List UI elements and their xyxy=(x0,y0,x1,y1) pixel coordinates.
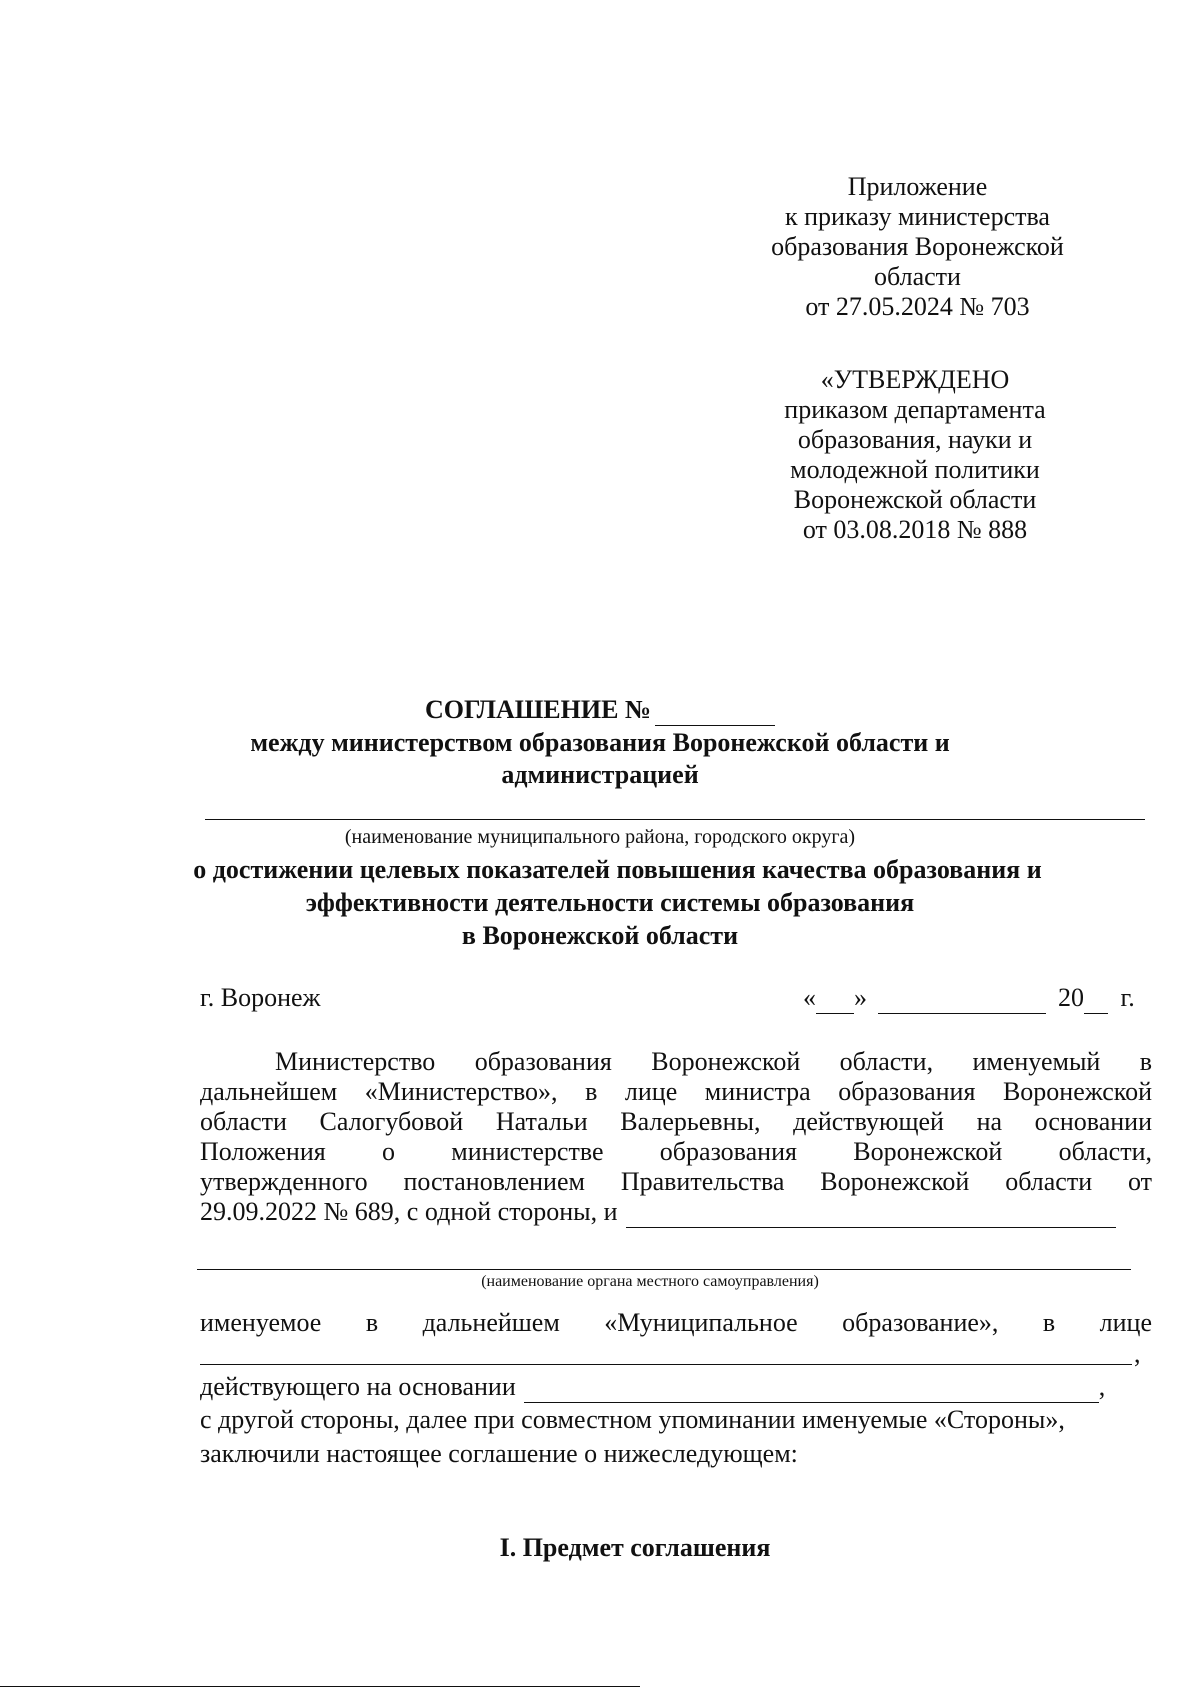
attachment-line: Приложение xyxy=(847,172,988,201)
named-line: именуемое в дальнейшем «Муниципальное образование», в лице xyxy=(200,1308,1152,1337)
acting-basis-comma: , xyxy=(1098,1372,1106,1401)
year-suffix: г. xyxy=(1120,983,1135,1012)
date-open-quote: « xyxy=(803,983,816,1012)
approved-block xyxy=(740,365,1090,545)
representative-comma: , xyxy=(1134,1339,1141,1368)
agreement-subject-line: эффективности деятельности системы образования xyxy=(305,888,915,917)
paragraph-last-text: 29.09.2022 № 689, с одной стороны, и xyxy=(200,1197,618,1226)
agreement-subject-line: в Воронежской области xyxy=(461,921,739,950)
acting-basis-line xyxy=(200,1372,1105,1403)
agreement-title xyxy=(300,695,900,726)
day-blank xyxy=(816,983,854,1014)
authority-name-caption: (наименование органа местного самоуправления) xyxy=(481,1273,819,1290)
date-close-quote: » xyxy=(854,983,867,1012)
paragraph-last-line xyxy=(200,1197,1152,1228)
section-title: I. Предмет соглашения xyxy=(499,1533,771,1562)
agreement-administration-line: администрацией xyxy=(501,760,699,789)
city-label: г. Воронеж xyxy=(200,983,321,1012)
agreement-heading: СОГЛАШЕНИЕ № xyxy=(424,695,652,724)
attachment-line: к приказу министерства xyxy=(785,202,1050,231)
paragraph-line: утвержденного постановлением Правительства Воронежской области от xyxy=(200,1167,1152,1196)
paragraph-line: Министерство образования Воронежской области, именуемый в xyxy=(275,1047,1152,1076)
authority-name-underline xyxy=(197,1269,1131,1270)
attachment-line: образования Воронежской xyxy=(771,232,1064,261)
concluded-line: заключили настоящее соглашение о нижеследующем: xyxy=(200,1439,798,1468)
approved-line: образования, науки и xyxy=(797,425,1033,454)
municipal-name-caption: (наименование муниципального района, городского округа) xyxy=(344,826,856,848)
agreement-subject-line: о достижении целевых показателей повышения качества образования и xyxy=(193,855,1042,884)
representative-underline xyxy=(200,1364,1132,1365)
date-line xyxy=(803,983,1135,1014)
municipal-name-underline xyxy=(205,819,1145,820)
attachment-block xyxy=(740,172,1095,322)
year-prefix: 20 xyxy=(1058,983,1084,1012)
paragraph-line: области Салогубовой Натальи Валерьевны, действующей на основании xyxy=(200,1107,1152,1136)
approved-line: от 03.08.2018 № 888 xyxy=(802,515,1028,544)
attachment-line: от 27.05.2024 № 703 xyxy=(805,292,1030,321)
agreement-number-blank xyxy=(655,695,775,726)
party-blank xyxy=(626,1197,1116,1228)
acting-basis-text: действующего на основании xyxy=(200,1372,516,1401)
paragraph-line: дальнейшем «Министерство», в лице министра образования Воронежской xyxy=(200,1077,1152,1106)
approved-line: приказом департамента xyxy=(784,395,1046,424)
approved-line: молодежной политики xyxy=(790,455,1040,484)
month-blank xyxy=(878,983,1046,1014)
approved-line: «УТВЕРЖДЕНО xyxy=(820,365,1010,394)
agreement-parties-line: между министерством образования Воронежской области и xyxy=(250,728,950,757)
approved-line: Воронежской области xyxy=(793,485,1037,514)
footer-rule xyxy=(0,1686,640,1687)
other-side-line: с другой стороны, далее при совместном упоминании именуемые «Стороны», xyxy=(200,1405,1065,1434)
year-blank xyxy=(1084,983,1108,1014)
attachment-line: области xyxy=(874,262,961,291)
paragraph-line: Положения о министерстве образования Воронежской области, xyxy=(200,1137,1152,1166)
acting-basis-blank xyxy=(524,1372,1099,1403)
paragraph-ministry xyxy=(200,1047,1152,1228)
